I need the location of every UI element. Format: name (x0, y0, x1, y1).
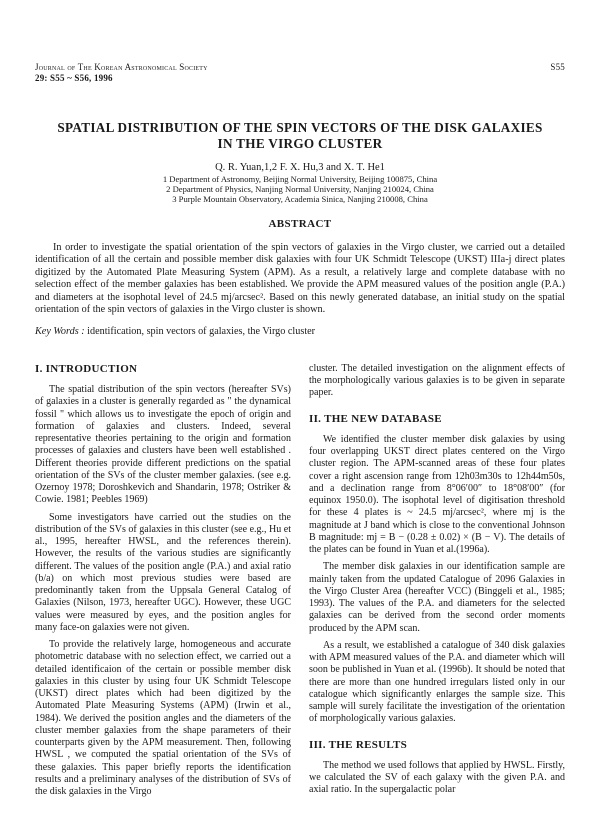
right-column (309, 363, 565, 804)
intro-paragraph-2: Some investigators have carried out the studies on the distribution of the SVs of galaxies in this cluster (see e.g., Hu et al., 1995, hereafter HWSL, and the references therein). However, the results of the various studies are significantly different. The values of the position angle (P.A.) and axial ratio (b/a) on which most previous studies were based are predominantly taken from the Uppsala General Catalog of Galaxies (Nilson, 1973, hereafter UGC). However, these UGC values were measured by eyes, and the position angles for many face-on galaxies were not given. (35, 511, 291, 633)
keywords-text: identification, spin vectors of galaxies, the Virgo cluster (87, 326, 316, 338)
paper-title (35, 120, 565, 152)
running-header (35, 62, 565, 84)
journal-name: Journal of The Korean Astronomical Society (35, 62, 208, 72)
title-line-1: SPATIAL DISTRIBUTION OF THE SPIN VECTORS OF THE DISK GALAXIES (57, 120, 543, 135)
database-paragraph-3: As a result, we established a catalogue of 340 disk galaxies with APM measured values of the P.A. and diameter which will soon be published in Yuan et al. (1996b). It should be noted that there are more than one hundred irregulars listed only in our catalogue which significantly enlarges the sample size. This sample will surely facilitate the investigation of the orientation of morphologically various galaxies. (309, 639, 565, 725)
abstract-text: In order to investigate the spatial orientation of the spin vectors of galaxies in the Virgo cluster, we carried out a detailed identification of all the certain and possible member disk galaxies with four UK Schmidt Telescope (UKST) IIIa-j direct plates digitized by the Automated Plate Measuring System (APM). As a result, a relatively large and complete database with no selection effect of the member galaxies has been established. We provide the APM measured values of the position angle (P.A.) and diameters at the isophotal level of 24.5 mj/arcsec². Based on this newly generated database, an initial study on the spatial orientation of the spin vectors of galaxies in the Virgo cluster is shown. (35, 242, 565, 316)
section-heading-introduction: I. INTRODUCTION (35, 362, 138, 375)
abstract-heading: ABSTRACT (268, 218, 332, 230)
journal-info (35, 62, 208, 84)
title-line-2: IN THE VIRGO CLUSTER (217, 136, 383, 151)
database-paragraph-2: The member disk galaxies in our identification sample are mainly taken from the updated Catalogue of 2096 Galaxies in the Virgo Cluster Area (hereafter VCC) (Binggeli et al., 1985; 1993). The values of the P.A. and diameters for the selected galaxies can be derived from the second order moments produced by the APM scan. (309, 561, 565, 634)
section-heading-results: III. THE RESULTS (309, 738, 408, 751)
keywords-line (35, 326, 565, 338)
affiliation-2: 2 Department of Physics, Nanjing Normal University, Nanjing 210024, China (166, 184, 434, 194)
page-number: S55 (550, 62, 565, 72)
section-heading-database: II. THE NEW DATABASE (309, 412, 442, 425)
body-columns (35, 363, 565, 804)
keywords-label: Key Words : (35, 326, 85, 338)
results-paragraph-1: The method we used follows that applied by HWSL. Firstly, we calculated the SV of each galaxy with the given P.A. and axial ratio. In the supergalactic polar (309, 759, 565, 796)
intro-paragraph-3: To provide the relatively large, homogeneous and accurate photometric database with no selection effect, we carried out a detailed identificaion of the certain or possible member disk galaxies in this cluster by using four UK Schmidt Telescope (UKST) direct plates which had been digitized by the Automated Plate Measuring Systems (APM) (Irwin et al., 1984). We derived the position angles and the diameters of the cluster member galaxies from the shape parameters of their counterparts given by the APM measurement. Then, following HWSL , we computed the spatial orientation of the SVs of these galaxies. This paper briefly reports the identification results and a preliminary analyses of the distribution of SVs of the disk galaxies in the Virgo (35, 639, 291, 798)
database-paragraph-1: We identified the cluster member disk galaxies by using four overlapping UKST direct plates centered on the Virgo cluster region. The APM-scanned areas of these four plates cover a right ascension range from 12h03m30s to 12h44m50s, and a declination range from 8°06′00″ to 18°08′00″ (for equinox 1950.0). The isophotal level of digitisation threshold for these 4 plates is ~ 24.5 mj/arcsec², where mj is the magnitude at J band which is close to the conventional Johnson B magnitude: mj = B − (0.28 ± 0.02) × (B − V). The details of the plates can be found in Yuan et al.(1996a). (309, 433, 565, 556)
author-list: Q. R. Yuan,1,2 F. X. Hu,3 and X. T. He1 (215, 162, 385, 173)
affiliation-3: 3 Purple Mountain Observatory, Academia Sinica, Nanjing 210008, China (172, 194, 428, 204)
intro-continuation: cluster. The detailed investigation on the alignment effects of the morphologically various galaxies is to be given in separate paper. (309, 362, 565, 399)
intro-paragraph-1: The spatial distribution of the spin vectors (hereafter SVs) of galaxies in a cluster is generally regarded as " the dynamical fossil " which allows us to investigate the epoch of origin and formation of galaxies and clusters. Indeed, several representative theories pertaining to the origin and formation processes of galaxies and clusters have been well established . Different theories provide different predictions on the spatial orientation of the SVs of the cluster member galaxies. (see e.g. Ozernoy 1978; Doroshkevich and Shandarin, 1978; Ostriker & Cowie. 1981; Peebles 1969) (35, 384, 291, 506)
journal-volume: 29: S55 ~ S56, 1996 (35, 73, 113, 83)
affiliation-1: 1 Department of Astronomy, Beijing Normal University, Beijing 100875, China (162, 174, 438, 184)
left-column (35, 363, 291, 804)
